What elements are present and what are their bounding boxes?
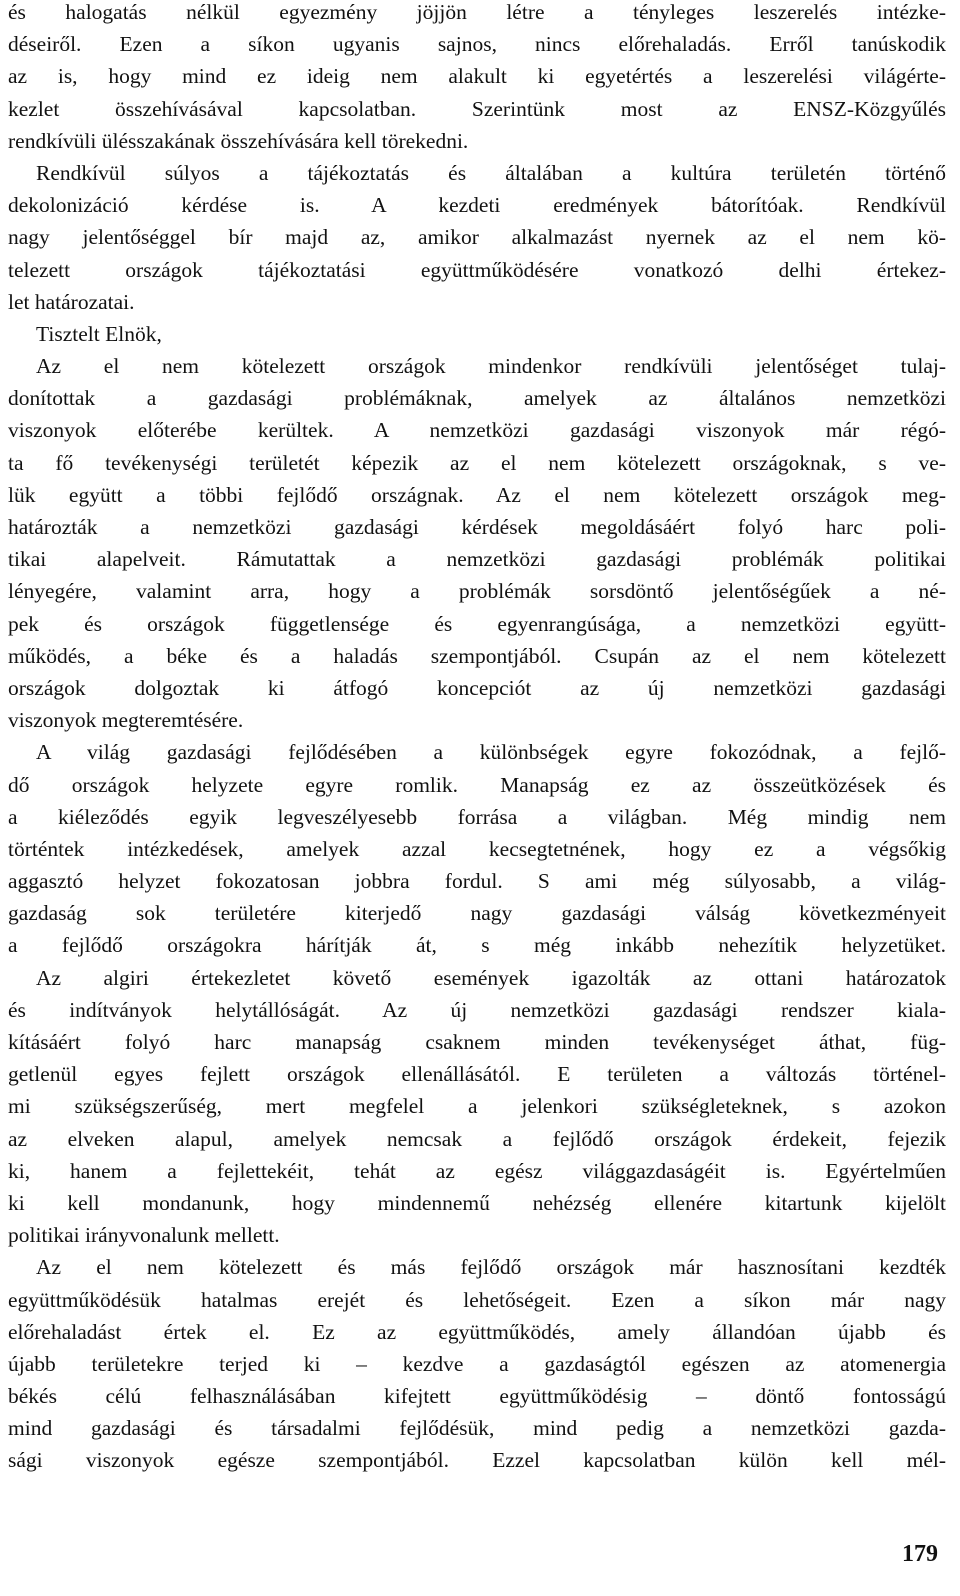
text-line: működés, a béke és a haladás szempontjából. Csupán az el nem kötelezett: [8, 643, 946, 668]
text-line: és halogatás nélkül egyezmény jöjjön létre a tényleges leszerelés intézke-: [8, 0, 946, 24]
text-line: az elveken alapul, amelyek nemcsak a fejlődő országok érdekeit, fejezik: [8, 1126, 946, 1151]
text-line: a kiéleződés egyik legveszélyesebb forrása a világban. Még mindig nem: [8, 804, 946, 829]
text-line: országok dolgoztak ki átfogó koncepciót az új nemzetközi gazdasági: [8, 675, 946, 700]
text-line: mi szükségszerűség, mert megfelel a jelenkori szükségleteknek, s azokon: [8, 1094, 946, 1119]
text-line: a fejlődő országokra hárítják át, s még inkább nehezítik helyzetüket.: [8, 933, 946, 958]
text-line: Rendkívül súlyos a tájékoztatás és általában a kultúra területén történő: [36, 160, 946, 185]
text-line: dekolonizáció kérdése is. A kezdeti eredmények bátorítóak. Rendkívül: [8, 193, 946, 218]
text-line: Az el nem kötelezett országok mindenkor rendkívüli jelentőséget tulaj-: [36, 354, 946, 379]
text-line: politikai irányvonalunk mellett.: [8, 1223, 280, 1248]
text-line: lük együtt a többi fejlődő országnak. Az el nem kötelezett országok meg-: [8, 482, 946, 507]
text-line: viszonyok megteremtésére.: [8, 708, 244, 733]
text-line: viszonyok előterébe kerültek. A nemzetközi gazdasági viszonyok már régó-: [8, 418, 946, 443]
text-line: előrehaladást értek el. Ez az együttműködés, amely állandóan újabb és: [8, 1319, 946, 1344]
text-line: kításáért folyó harc manapság csaknem minden tevékenységet áthat, füg-: [8, 1030, 946, 1054]
text-line: getlenül egyes fejlett országok ellenállásától. E területen a változás történel-: [8, 1062, 946, 1087]
body-text: [8, 0, 946, 1477]
text-line: kezlet összehívásával kapcsolatban. Szerintünk most az ENSZ-Közgyűlés: [8, 96, 946, 121]
text-line: nagy jelentőséggel bír majd az, amikor alkalmazást nyernek az el nem kö-: [8, 225, 946, 250]
text-line: ta fő tevékenységi területét képezik az el nem kötelezett országoknak, s ve-: [8, 450, 946, 475]
text-line: telezett országok tájékoztatási együttműködésére vonatkozó delhi értekez-: [8, 257, 946, 282]
text-line: együttműködésük hatalmas erejét és lehetőségeit. Ezen a síkon már nagy: [8, 1287, 946, 1312]
text-line: Az el nem kötelezett és más fejlődő országok már hasznosítani kezdték: [36, 1255, 946, 1280]
text-line: Az algiri értekezletet követő események igazolták az ottani határozatok: [36, 965, 946, 990]
text-line: sági viszonyok egésze szempontjából. Ezzel kapcsolatban külön kell mél-: [8, 1448, 946, 1473]
text-line: lényegére, valamint arra, hogy a problémák sorsdöntő jelentőségűek a né-: [8, 579, 946, 604]
text-line: aggasztó helyzet fokozatosan jobbra fordul. S ami még súlyosabb, a világ-: [8, 869, 946, 894]
page-number: 179: [902, 1541, 938, 1567]
text-line: Tisztelt Elnök,: [36, 321, 162, 346]
text-line: let határozatai.: [8, 289, 135, 314]
text-line: történtek intézkedések, amelyek azzal kecsegtetnének, hogy ez a végsőkig: [8, 836, 946, 861]
text-line: újabb területekre terjed ki – kezdve a gazdaságtól egészen az atomenergia: [8, 1351, 946, 1376]
text-line: pek és országok függetlensége és egyenrangúsága, a nemzetközi együtt-: [8, 611, 946, 636]
text-line: és indítványok helytállóságát. Az új nemzetközi gazdasági rendszer kiala-: [8, 997, 946, 1022]
text-line: ki kell mondanunk, hogy mindennemű nehézség ellenére kitartunk kijelölt: [8, 1190, 946, 1215]
text-line: békés célú felhasználásában kifejtett együttműködésig – döntő fontosságú: [8, 1384, 946, 1409]
text-line: határozták a nemzetközi gazdasági kérdések megoldásáért folyó harc poli-: [8, 515, 946, 539]
text-line: gazdaság sok területére kiterjedő nagy gazdasági válság következményeit: [8, 901, 946, 926]
text-line: az is, hogy mind ez ideig nem alakult ki egyetértés a leszerelési világérte-: [8, 64, 946, 89]
text-line: mind gazdasági és társadalmi fejlődésük, mind pedig a nemzetközi gazda-: [8, 1416, 946, 1441]
text-line: tikai alapelveit. Rámutattak a nemzetközi gazdasági problémák politikai: [8, 547, 946, 572]
text-line: rendkívüli ülésszakának összehívására kell törekedni.: [8, 128, 469, 153]
text-line: A világ gazdasági fejlődésében a különbségek egyre fokozódnak, a fejlő-: [36, 740, 946, 765]
text-line: dő országok helyzete egyre romlik. Manapság ez az összeütközések és: [8, 772, 946, 797]
text-line: déseiről. Ezen a síkon ugyanis sajnos, nincs előrehaladás. Erről tanúskodik: [8, 32, 946, 57]
text-line: ki, hanem a fejlettekéit, tehát az egész világgazdaságéit is. Egyértelműen: [8, 1158, 946, 1183]
text-line: donítottak a gazdasági problémáknak, amelyek az általános nemzetközi: [8, 386, 946, 411]
